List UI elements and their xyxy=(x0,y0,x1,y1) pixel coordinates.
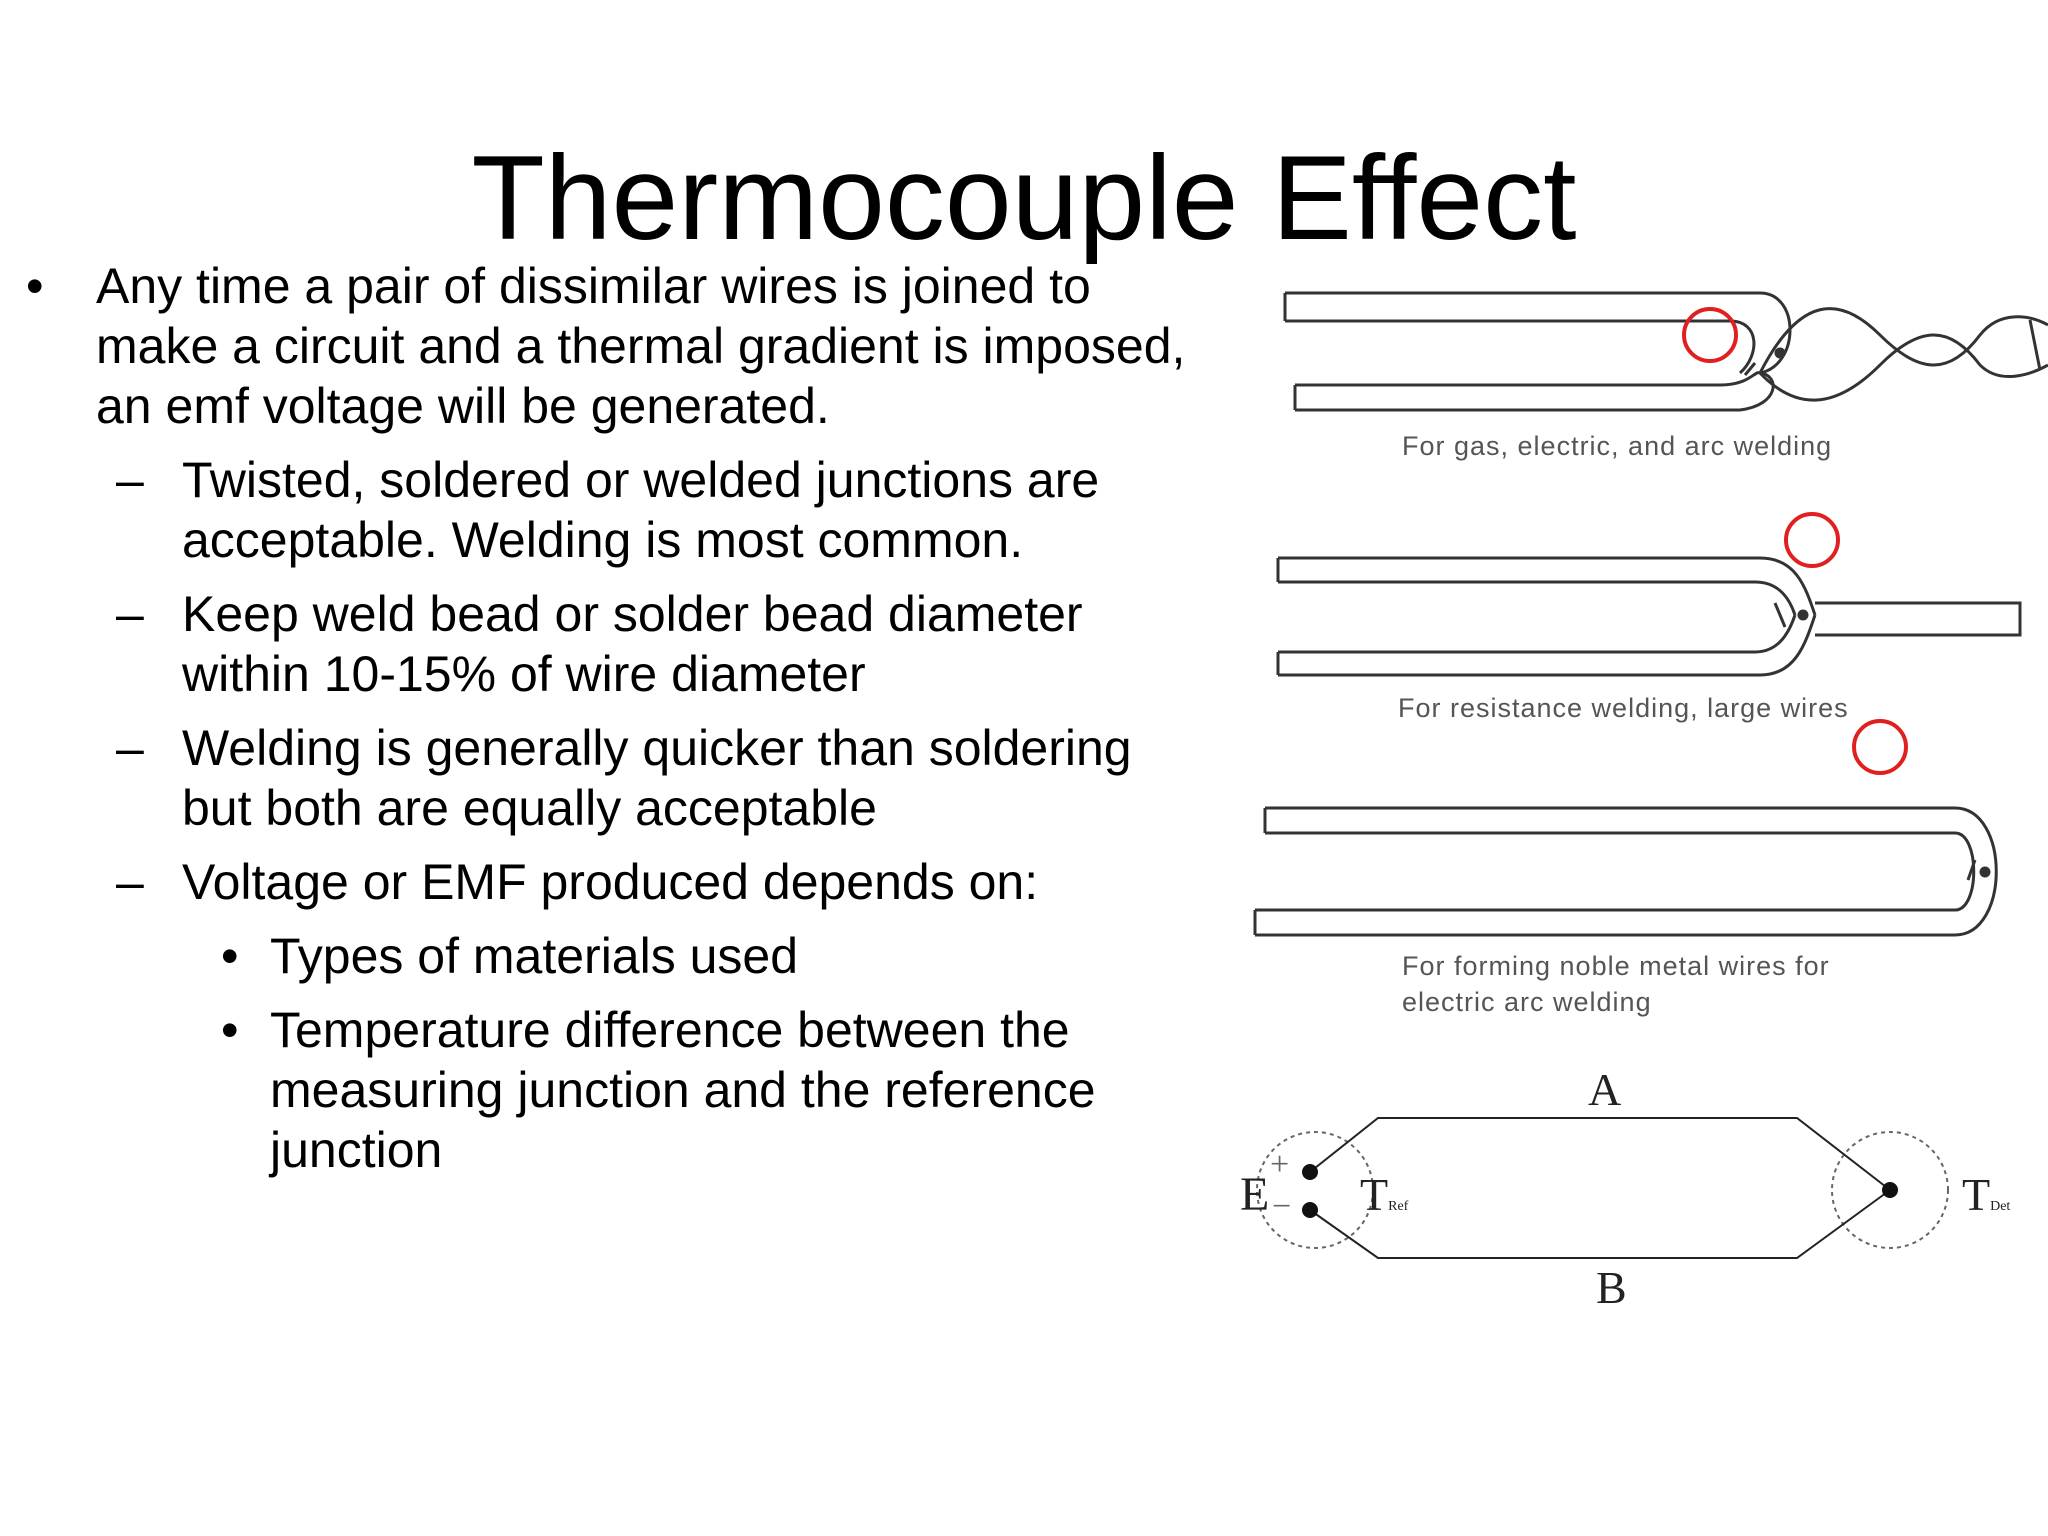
caption-resistance-welding: For resistance welding, large wires xyxy=(1398,693,1849,723)
t-ref-label xyxy=(1360,1169,1409,1220)
sub-sub-bullet-text: Temperature difference between the measuring junction and the reference junction xyxy=(270,1002,1096,1178)
bullet-main xyxy=(18,256,1208,436)
sub-bullet xyxy=(18,852,1208,912)
bullet-list xyxy=(18,256,1208,1194)
bullet-marker: • xyxy=(221,928,239,984)
sub-bullet-text: Keep weld bead or solder bead diameter within 10-15% of wire diameter xyxy=(182,586,1083,702)
bullet-main-text: Any time a pair of dissimilar wires is joined to make a circuit and a thermal gradient is imposed, an emf voltage will be generated. xyxy=(96,258,1186,434)
plus-sign: + xyxy=(1270,1146,1290,1183)
sub-sub-bullet-text: Types of materials used xyxy=(270,928,799,984)
caption-noble-metal: For forming noble metal wires for electric arc welding xyxy=(1402,951,1830,1017)
t-det-label xyxy=(1962,1169,2010,1220)
sub-bullet-text: Twisted, soldered or welded junctions are acceptable. Welding is most common. xyxy=(182,452,1100,568)
wire-b-label: B xyxy=(1596,1262,1627,1313)
bullet-marker: • xyxy=(221,1002,239,1058)
slide-title: Thermocouple Effect xyxy=(471,131,1577,265)
emf-label: E xyxy=(1240,1168,1270,1221)
twisted-junction-figure xyxy=(1285,293,2048,410)
dash-marker: – xyxy=(116,586,144,642)
caption-gas-arc-welding: For gas, electric, and arc welding xyxy=(1402,431,1833,461)
minus-sign: − xyxy=(1272,1188,1292,1225)
sub-sub-bullet xyxy=(18,926,1208,986)
sub-sub-bullet xyxy=(18,1000,1208,1180)
t-det-sub: Det xyxy=(1990,1199,2011,1214)
dash-marker: – xyxy=(116,452,144,508)
junction-illustrations xyxy=(1240,255,2048,1315)
t-det-main: T xyxy=(1962,1169,1991,1220)
t-ref-main: T xyxy=(1360,1169,1389,1220)
t-ref-sub: Ref xyxy=(1388,1199,1409,1214)
noble-metal-loop-figure xyxy=(1255,808,1996,935)
dash-marker: – xyxy=(116,720,144,776)
dash-marker: – xyxy=(116,854,144,910)
sub-bullet xyxy=(18,584,1208,704)
highlight-circle xyxy=(1684,309,1736,361)
resistance-weld-figure xyxy=(1278,558,2020,675)
highlight-circle xyxy=(1854,721,1906,773)
sub-bullet-text: Welding is generally quicker than soldering but both are equally acceptable xyxy=(182,720,1132,836)
sub-bullet xyxy=(18,718,1208,838)
wire-a-label: A xyxy=(1588,1064,1622,1115)
sub-bullet-text: Voltage or EMF produced depends on: xyxy=(182,854,1039,910)
highlight-circle xyxy=(1786,514,1838,566)
sub-bullet xyxy=(18,450,1208,570)
bullet-marker: • xyxy=(26,258,44,314)
